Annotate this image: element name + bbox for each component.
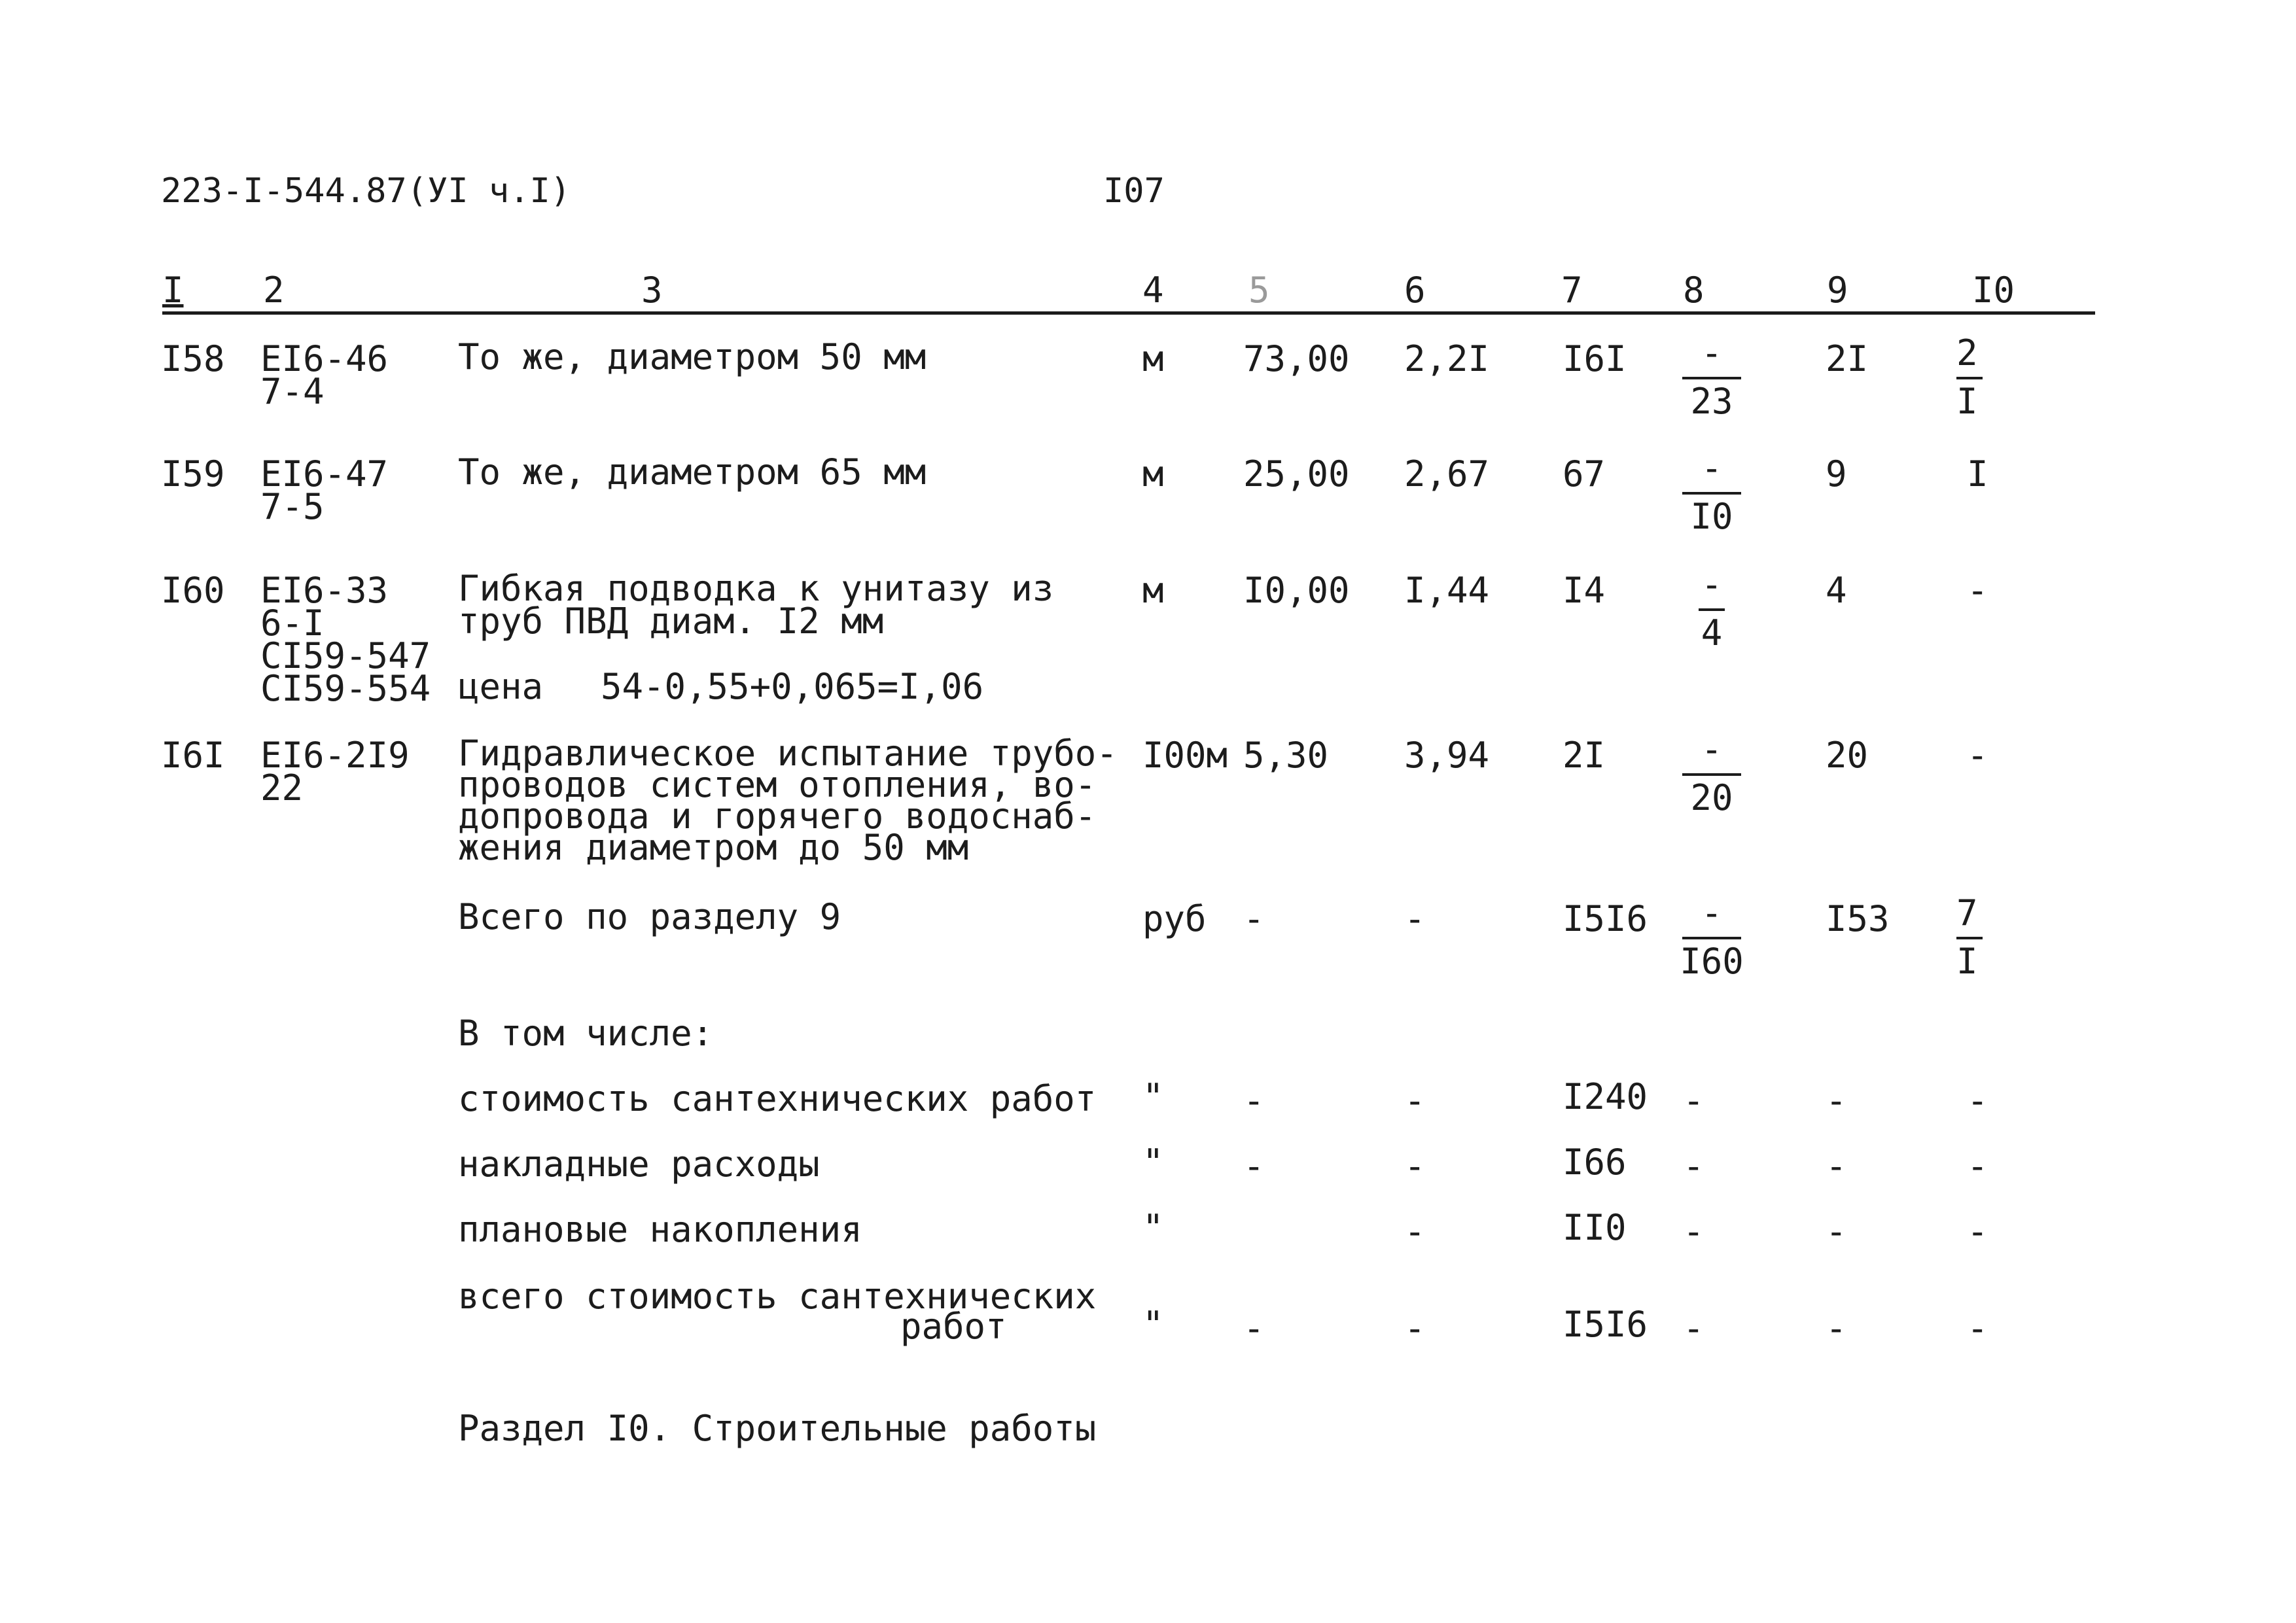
row-total: I240 xyxy=(1563,1076,1648,1117)
row-col10-fraction xyxy=(1956,334,1996,421)
fraction-numerator: - xyxy=(1701,892,1723,934)
row-col10: - xyxy=(1967,1211,1988,1252)
fraction-bar xyxy=(1956,937,1983,939)
row-code: 6-I xyxy=(260,602,325,644)
section-total-label: Всего по разделу 9 xyxy=(458,896,841,937)
row-description: жения диаметром до 50 мм xyxy=(458,827,969,868)
fraction-bar xyxy=(1682,492,1741,495)
row-total: II0 xyxy=(1563,1207,1627,1248)
fraction-denominator: 20 xyxy=(1690,777,1733,818)
row-col9: 4 xyxy=(1826,570,1847,611)
row-total: I4 xyxy=(1563,570,1606,611)
including-label: В том числе: xyxy=(458,1013,714,1054)
row-price: 3,94 xyxy=(1404,735,1490,776)
row-number: I59 xyxy=(161,453,225,495)
section-heading: Раздел I0. Строительные работы xyxy=(458,1408,1097,1449)
row-number: I6I xyxy=(161,735,225,776)
row-unit: м xyxy=(1142,338,1164,379)
row-code: EI6-47 xyxy=(260,453,389,495)
row-col10: I xyxy=(1967,453,1988,495)
fraction-denominator: I60 xyxy=(1680,941,1744,982)
row-code: EI6-46 xyxy=(260,338,389,379)
row-price: 2,2I xyxy=(1404,338,1490,379)
column-header-6: 6 xyxy=(1404,270,1426,311)
row-unit: " xyxy=(1142,1304,1164,1345)
row-col10: - xyxy=(1967,1308,1988,1349)
column-header-2: 2 xyxy=(263,270,285,311)
row-col9: - xyxy=(1826,1211,1847,1252)
column-header-1: I xyxy=(162,270,184,311)
row-col10: - xyxy=(1967,1145,1988,1187)
row-price: 2,67 xyxy=(1404,453,1490,495)
fraction-numerator: 7 xyxy=(1956,892,1978,934)
row-quantity: - xyxy=(1243,898,1265,939)
row-code: 7-4 xyxy=(260,371,325,412)
row-unit: м xyxy=(1142,570,1164,611)
row-col9: - xyxy=(1826,1080,1847,1121)
row-col9: 20 xyxy=(1826,735,1869,776)
row-quantity: - xyxy=(1243,1145,1265,1187)
row-total: 2I xyxy=(1563,735,1606,776)
row-col9: - xyxy=(1826,1308,1847,1349)
row-col9: I53 xyxy=(1826,898,1890,939)
row-col8: - xyxy=(1683,1080,1704,1121)
row-price: I,44 xyxy=(1404,570,1490,611)
row-col8-fraction xyxy=(1679,565,1744,653)
column-header-8: 8 xyxy=(1683,270,1704,311)
row-col8-fraction xyxy=(1679,730,1744,818)
fraction-bar xyxy=(1682,773,1741,776)
row-number: I58 xyxy=(161,338,225,379)
row-code: EI6-2I9 xyxy=(260,735,410,776)
row-description: То же, диаметром 50 мм xyxy=(458,336,927,377)
fraction-denominator: I xyxy=(1956,381,1978,422)
row-col9: 2I xyxy=(1826,338,1869,379)
header-rule xyxy=(162,311,2095,315)
fraction-bar xyxy=(1699,608,1725,611)
column-header-5: 5 xyxy=(1248,270,1270,311)
subtotal-label: всего стоимость сантехнических xyxy=(458,1276,1097,1317)
column-header-7: 7 xyxy=(1561,270,1583,311)
row-col10: - xyxy=(1967,1080,1988,1121)
fraction-numerator: 2 xyxy=(1956,332,1978,374)
row-number: I60 xyxy=(161,570,225,611)
row-col8-fraction xyxy=(1679,334,1744,421)
row-code: EI6-33 xyxy=(260,570,389,611)
row-code: 22 xyxy=(260,767,304,809)
fraction-denominator: I xyxy=(1956,941,1978,982)
row-description: То же, диаметром 65 мм xyxy=(458,451,927,493)
row-code: CI59-547 xyxy=(260,635,431,676)
subtotal-label: работ xyxy=(900,1306,1007,1347)
subtotal-label: плановые накопления xyxy=(458,1209,862,1250)
row-total: I6I xyxy=(1563,338,1627,379)
subtotal-label: стоимость сантехнических работ xyxy=(458,1078,1097,1119)
row-col10: - xyxy=(1967,570,1988,611)
column-header-10: I0 xyxy=(1972,270,2015,311)
row-quantity: 5,30 xyxy=(1243,735,1329,776)
row-col10: - xyxy=(1967,735,1988,776)
fraction-bar xyxy=(1956,377,1983,379)
row-col8-fraction xyxy=(1679,449,1744,536)
row-total: I66 xyxy=(1563,1142,1627,1183)
row-col8-fraction xyxy=(1679,894,1744,981)
row-price: - xyxy=(1404,1080,1426,1121)
row-total: 67 xyxy=(1563,453,1606,495)
fraction-bar xyxy=(1682,377,1741,379)
row-col9: - xyxy=(1826,1145,1847,1187)
row-price: - xyxy=(1404,1211,1426,1252)
row-quantity: 25,00 xyxy=(1243,453,1350,495)
price-note-formula: 54-0,55+0,065=I,06 xyxy=(601,666,984,707)
column-header-9: 9 xyxy=(1827,270,1848,311)
row-col8: - xyxy=(1683,1145,1704,1187)
row-unit: руб xyxy=(1142,898,1207,939)
row-description: Гидравлическое испытание трубо- xyxy=(458,733,1118,774)
column-header-3: 3 xyxy=(641,270,663,311)
row-unit: " xyxy=(1142,1142,1164,1183)
fraction-numerator: - xyxy=(1701,729,1723,770)
row-description: проводов систем отопления, во- xyxy=(458,764,1097,805)
row-unit: м xyxy=(1142,453,1164,495)
row-description: Гибкая подводка к унитазу из xyxy=(458,568,1054,609)
fraction-bar xyxy=(1682,937,1741,939)
row-col8: - xyxy=(1683,1211,1704,1252)
row-col8: - xyxy=(1683,1308,1704,1349)
row-unit: " xyxy=(1142,1207,1164,1248)
fraction-denominator: I0 xyxy=(1690,496,1733,537)
page-number: I07 xyxy=(1103,171,1165,211)
row-description: допровода и горячего водоснаб- xyxy=(458,795,1097,837)
row-price: - xyxy=(1404,1308,1426,1349)
document-code: 223-I-544.87(УI ч.I) xyxy=(161,171,571,211)
row-quantity: 73,00 xyxy=(1243,338,1350,379)
row-price: - xyxy=(1404,1145,1426,1187)
row-description: труб ПВД диам. I2 мм xyxy=(458,601,884,642)
row-quantity: - xyxy=(1243,1308,1265,1349)
row-quantity: - xyxy=(1243,1080,1265,1121)
row-price: - xyxy=(1404,898,1426,939)
fraction-numerator: - xyxy=(1701,447,1723,489)
column-header-4: 4 xyxy=(1142,270,1164,311)
row-unit: I00м xyxy=(1142,735,1228,776)
row-total: I5I6 xyxy=(1563,1304,1648,1345)
fraction-denominator: 23 xyxy=(1690,381,1733,422)
fraction-denominator: 4 xyxy=(1701,612,1723,654)
subtotal-label: накладные расходы xyxy=(458,1143,820,1185)
fraction-numerator: - xyxy=(1701,564,1723,605)
row-col10-fraction xyxy=(1956,894,1996,981)
row-code: CI59-554 xyxy=(260,668,431,709)
price-note-label: цена xyxy=(458,666,544,707)
row-code: 7-5 xyxy=(260,486,325,527)
fraction-numerator: - xyxy=(1701,332,1723,374)
row-quantity: I0,00 xyxy=(1243,570,1350,611)
row-col9: 9 xyxy=(1826,453,1847,495)
row-unit: " xyxy=(1142,1076,1164,1117)
row-total: I5I6 xyxy=(1563,898,1648,939)
